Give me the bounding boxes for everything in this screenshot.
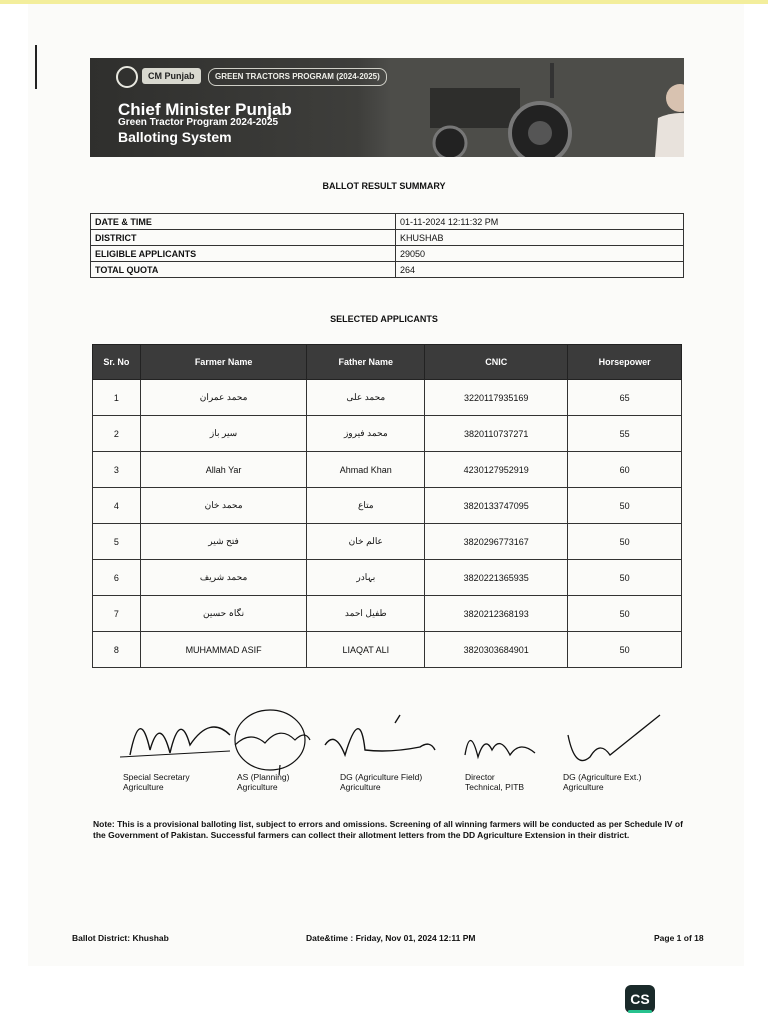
- signatory-title: AS (Planning): [237, 772, 290, 782]
- cell-horsepower: 50: [568, 596, 682, 632]
- cell-cnic: 3820110737271: [425, 416, 568, 452]
- col-farmer-name: Farmer Name: [140, 345, 307, 380]
- footer-datetime: Date&time : Friday, Nov 01, 2024 12:11 PM: [306, 933, 476, 943]
- camscanner-badge[interactable]: CS: [625, 985, 655, 1013]
- table-row: [93, 524, 682, 560]
- tractor-and-portraits-image: [390, 58, 684, 157]
- cell-farmer-name: محمد خان: [140, 488, 307, 524]
- banner-system: Balloting System: [118, 129, 232, 145]
- summary-value: 29050: [396, 246, 684, 262]
- cell-horsepower: 55: [568, 416, 682, 452]
- header-row: [93, 345, 682, 380]
- summary-row: [91, 230, 684, 246]
- disclaimer-note: Note: This is a provisional balloting list, subject to errors and omissions. Screening of all winning farmers will be conducted as per Schedule IV of the Government of Pakistan. Successful farmers can collect their allotment letters from the DD Agriculture Extension in their district.: [93, 819, 683, 840]
- cm-punjab-badge: CM Punjab: [142, 68, 201, 84]
- summary-heading: BALLOT RESULT SUMMARY: [322, 181, 446, 191]
- table-row: [93, 452, 682, 488]
- summary-label: DATE & TIME: [91, 214, 396, 230]
- cell-horsepower: 65: [568, 380, 682, 416]
- signatory-as-planning: [237, 772, 289, 792]
- cell-sr-no: 3: [93, 452, 141, 488]
- col-horsepower: Horsepower: [568, 345, 682, 380]
- footer-page-number: Page 1 of 18: [654, 933, 704, 943]
- selected-heading: SELECTED APPLICANTS: [330, 314, 438, 324]
- cell-horsepower: 50: [568, 632, 682, 668]
- table-row: [93, 632, 682, 668]
- signatory-title: Special Secretary: [123, 772, 190, 782]
- cell-father-name: محمد فیروز: [307, 416, 425, 452]
- cell-cnic: 3820133747095: [425, 488, 568, 524]
- cell-cnic: 3820303684901: [425, 632, 568, 668]
- summary-row: [91, 214, 684, 230]
- signatory-dept: Agriculture: [123, 782, 164, 792]
- signatory-dg-agriculture-ext: [563, 772, 641, 792]
- cell-sr-no: 7: [93, 596, 141, 632]
- signatory-dept: Agriculture: [237, 782, 278, 792]
- summary-value: 01-11-2024 12:11:32 PM: [396, 214, 684, 230]
- banner-title: Chief Minister Punjab: [118, 100, 292, 119]
- cell-farmer-name: محمد عمران: [140, 380, 307, 416]
- applicants-table: [92, 344, 682, 668]
- cell-horsepower: 60: [568, 452, 682, 488]
- signatory-dept: Agriculture: [563, 782, 604, 792]
- cell-father-name: متاع: [307, 488, 425, 524]
- cell-sr-no: 4: [93, 488, 141, 524]
- table-row: [93, 380, 682, 416]
- program-banner: [90, 58, 684, 157]
- cell-sr-no: 1: [93, 380, 141, 416]
- signatory-special-secretary: [123, 772, 190, 792]
- table-row: [93, 560, 682, 596]
- table-row: [93, 488, 682, 524]
- signatory-title: Director: [465, 772, 495, 782]
- cell-farmer-name: Allah Yar: [140, 452, 307, 488]
- cell-father-name: بہادر: [307, 560, 425, 596]
- summary-label: DISTRICT: [91, 230, 396, 246]
- summary-table: [90, 213, 684, 278]
- footer-district: Ballot District: Khushab: [72, 933, 169, 943]
- col-cnic: CNIC: [425, 345, 568, 380]
- summary-label: TOTAL QUOTA: [91, 262, 396, 278]
- program-tag: GREEN TRACTORS PROGRAM (2024-2025): [208, 68, 387, 86]
- summary-label: ELIGIBLE APPLICANTS: [91, 246, 396, 262]
- summary-row: [91, 262, 684, 278]
- col-father-name: Father Name: [307, 345, 425, 380]
- cell-horsepower: 50: [568, 524, 682, 560]
- table-row: [93, 416, 682, 452]
- summary-row: [91, 246, 684, 262]
- signatory-dg-agriculture-field: [340, 772, 422, 792]
- cell-cnic: 3820296773167: [425, 524, 568, 560]
- signatory-title: DG (Agriculture Field): [340, 772, 423, 782]
- col-sr-no: Sr. No: [93, 345, 141, 380]
- cell-cnic: 3820212368193: [425, 596, 568, 632]
- cell-farmer-name: نگاہ حسین: [140, 596, 307, 632]
- signatory-dept: Technical, PITB: [465, 782, 525, 792]
- table-row: [93, 596, 682, 632]
- cell-farmer-name: سیر باز: [140, 416, 307, 452]
- cell-cnic: 4230127952919: [425, 452, 568, 488]
- cell-sr-no: 5: [93, 524, 141, 560]
- cell-father-name: Ahmad Khan: [307, 452, 425, 488]
- summary-value: 264: [396, 262, 684, 278]
- cell-father-name: عالم خان: [307, 524, 425, 560]
- cell-farmer-name: محمد شریف: [140, 560, 307, 596]
- cell-sr-no: 2: [93, 416, 141, 452]
- cell-sr-no: 8: [93, 632, 141, 668]
- signatory-dept: Agriculture: [340, 782, 381, 792]
- signatory-director-pitb: [465, 772, 524, 792]
- cell-father-name: طفیل احمد: [307, 596, 425, 632]
- cell-farmer-name: فتح شیر: [140, 524, 307, 560]
- cell-farmer-name: MUHAMMAD ASIF: [140, 632, 307, 668]
- summary-value: KHUSHAB: [396, 230, 684, 246]
- signature-scribbles: [120, 695, 680, 775]
- margin-mark: [35, 45, 37, 89]
- cell-sr-no: 6: [93, 560, 141, 596]
- cell-father-name: محمد علی: [307, 380, 425, 416]
- cell-horsepower: 50: [568, 488, 682, 524]
- cell-cnic: 3220117935169: [425, 380, 568, 416]
- cell-horsepower: 50: [568, 560, 682, 596]
- banner-subtitle: Green Tractor Program 2024-2025: [118, 117, 279, 128]
- punjab-emblem-icon: [116, 66, 138, 88]
- signatory-title: DG (Agriculture Ext.): [563, 772, 642, 782]
- cell-cnic: 3820221365935: [425, 560, 568, 596]
- cell-father-name: LIAQAT ALI: [307, 632, 425, 668]
